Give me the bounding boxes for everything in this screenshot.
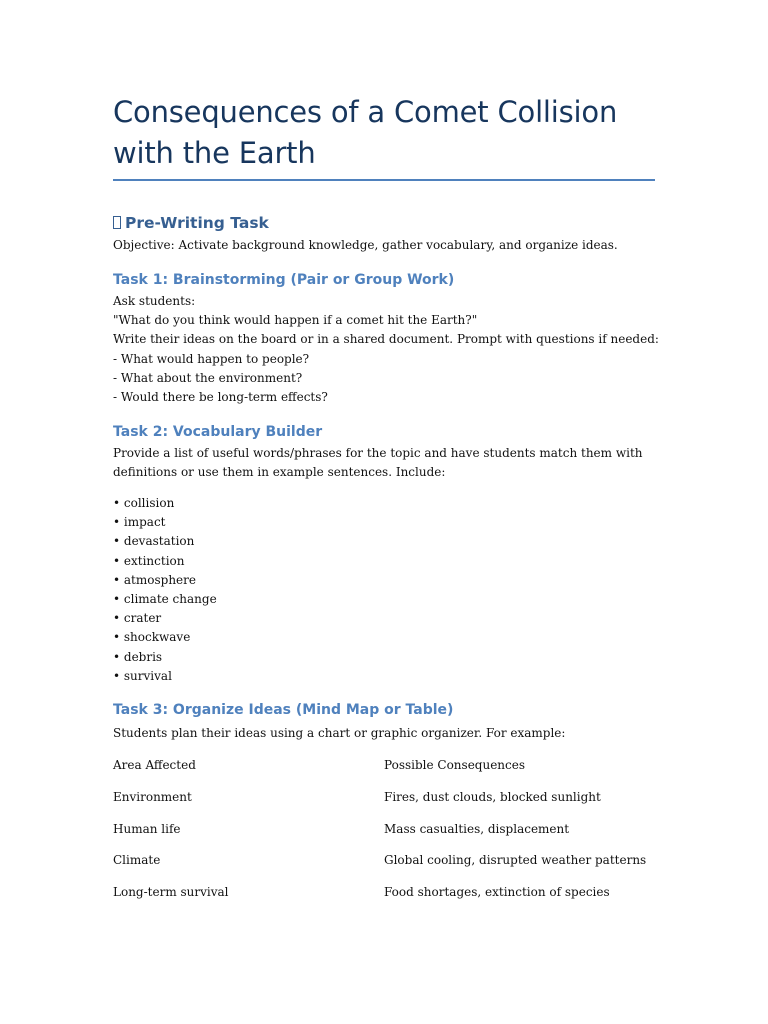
instruction-line: Write their ideas on the board or in a shared document. Prompt with questions if needed: [113, 332, 659, 347]
table-cell-area: Long-term survival [113, 885, 229, 900]
instruction-line: - Would there be long-term effects? [113, 389, 328, 404]
table-cell-consequence: Food shortages, extinction of species [384, 885, 610, 900]
table-cell-area: Climate [113, 853, 161, 868]
task-3-intro: Students plan their ideas using a chart or graphic organizer. For example: [113, 726, 566, 740]
table-cell-consequence: Fires, dust clouds, blocked sunlight [384, 789, 601, 804]
list-item: • impact [113, 515, 166, 530]
table-header-area-affected: Area Affected [113, 758, 196, 772]
list-item: • crater [113, 611, 162, 626]
task-2-instructions [113, 444, 673, 482]
table-cell-area: Human life [113, 821, 181, 836]
table-row [113, 786, 673, 818]
list-item: • extinction [113, 553, 185, 568]
table-cell-consequence: Global cooling, disrupted weather patterns [384, 853, 647, 868]
title-underline [113, 179, 655, 181]
organizer-table [113, 754, 673, 913]
list-item: • shockwave [113, 630, 191, 645]
table-cell-consequence: Mass casualties, displacement [384, 821, 570, 836]
table-header-row [113, 754, 673, 786]
task-1-instructions [113, 292, 673, 407]
list-item: • collision [113, 496, 175, 510]
instruction-line: - What about the environment? [113, 370, 303, 385]
objective-text: Objective: Activate background knowledge, gather vocabulary, and organize ideas. [113, 238, 618, 252]
list-item: • devastation [113, 534, 195, 549]
table-cell-area: Environment [113, 789, 192, 804]
task-1-heading: Task 1: Brainstorming (Pair or Group Work) [113, 272, 455, 288]
task-2-heading: Task 2: Vocabulary Builder [113, 424, 323, 440]
table-row [113, 849, 673, 881]
task-3-heading: Task 3: Organize Ideas (Mind Map or Table) [113, 702, 454, 718]
instruction-line: - What would happen to people? [113, 351, 310, 366]
document-title: Consequences of a Comet Collision with the Earth [113, 95, 618, 170]
instruction-line: Provide a list of useful words/phrases for the topic and have students match them with [113, 446, 643, 460]
table-header-possible-consequences: Possible Consequences [384, 758, 526, 772]
table-row [113, 818, 673, 850]
instruction-line: Ask students: [113, 294, 196, 308]
list-item: • climate change [113, 591, 217, 606]
vocabulary-list [113, 494, 217, 686]
instruction-line: definitions or use them in example sentences. Include: [113, 465, 446, 480]
missing-character-icon [113, 216, 121, 229]
list-item: • survival [113, 668, 172, 683]
pre-writing-heading-text: Pre-Writing Task [125, 214, 269, 232]
list-item: • atmosphere [113, 572, 196, 587]
list-item: • debris [113, 649, 163, 664]
pre-writing-heading [113, 212, 269, 234]
table-row [113, 881, 673, 913]
instruction-line: "What do you think would happen if a comet hit the Earth?" [113, 313, 478, 328]
